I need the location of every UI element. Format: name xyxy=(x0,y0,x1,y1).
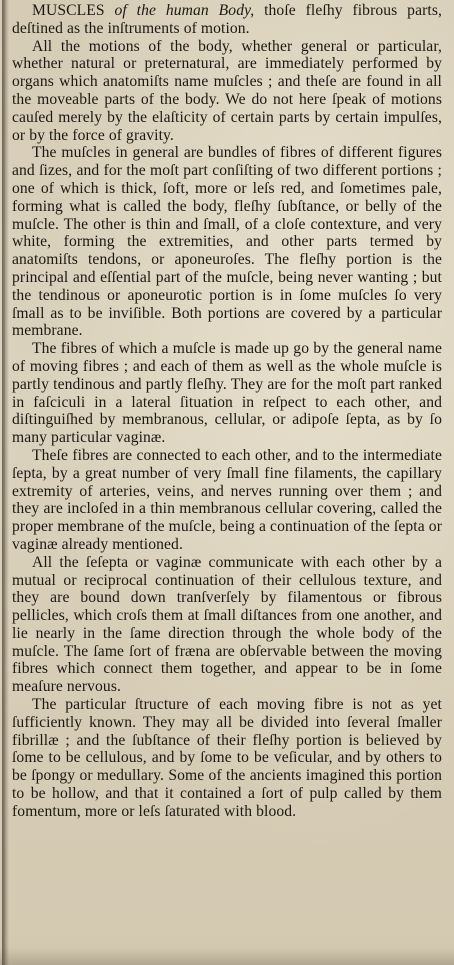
page-edge-shadow xyxy=(0,947,454,965)
paragraph-3: The muſcles in general are bundles of fibres of different figures and ſizes, and for the moſt part conſiſting of two different portions ; one of which is thick, ſoft, more or leſs red, and ſometimes pale, forming what is called the body, fleſhy ſubſtance, or belly of the muſcle. The other is thin and ſmall, of a cloſe contexture, and very white, forming the extremities, and other parts termed by anatomiſts tendons, or aponeuroſes. The fleſhy portion is the principal and eſſential part of the muſcle, being never wanting ; but the tendinous or aponeurotic portion is in ſome muſcles ſo very ſmall as to be inviſible. Both portions are covered by a particular membrane. xyxy=(12,144,442,340)
paragraph-text: thoſe fleſhy fibrous parts, deſtined as the inſtruments of motion. xyxy=(12,2,442,37)
paragraph-2: All the motions of the body, whether general or particular, whether natural or preternatural, are immediately performed by organs which anatomiſts name muſcles ; and theſe are found in all the moveable parts of the body. We do not here ſpeak of motions cauſed merely by the elaſticity of certain parts by certain impulſes, or by the force of gravity. xyxy=(12,37,442,144)
article-headword: MUSCLES xyxy=(32,2,105,19)
paragraph-1 xyxy=(12,2,442,38)
paragraph-4: The fibres of which a muſcle is made up go by the general name of moving fibres ; and each of them as well as the whole muſcle is partly tendinous and partly fleſhy. They are for the moſt part ranked in faſciculi in a lateral ſituation in reſpect to each other, and diſtinguiſhed by membranous, cellular, or adipoſe ſepta, as by ſo many particular vaginæ. xyxy=(12,340,442,447)
paragraph-6: All the ſeſepta or vaginæ communicate with each other by a mutual or reciprocal continuation of their cellulous texture, and they are bound down tranſverſely by filamentous or fibrous pellicles, which croſs them at ſmall diſtances from one another, and lie nearly in the ſame direction through the whole body of the muſcle. The ſame ſort of fræna are obſervable between the moving fibres which connect them together, and appear to be in ſome meaſure nervous. xyxy=(12,553,442,696)
article-column xyxy=(12,0,442,821)
article-subject: of the human Body, xyxy=(114,2,255,19)
column-shadow xyxy=(5,0,9,965)
paragraph-7: The particular ſtructure of each moving fibre is not as yet ſufficiently known. They may all be divided into ſeveral ſmaller fibrillæ ; and the ſubſtance of their fleſhy portion is believed by ſome to be cellulous, and by ſome to be veſicular, and by others to be ſpongy or medullary. Some of the ancients imagined this portion to be hollow, and that it contained a ſort of pulp called by them fomentum, more or leſs ſaturated with blood. xyxy=(12,696,442,820)
paragraph-5: Theſe fibres are connected to each other, and to the intermediate ſepta, by a great number of very ſmall fine filaments, the capillary extremity of arteries, veins, and nerves running over them ; and they are incloſed in a thin membranous cellular covering, called the proper membrane of the muſcle, being a continuation of the ſepta or vaginæ already mentioned. xyxy=(12,446,442,553)
